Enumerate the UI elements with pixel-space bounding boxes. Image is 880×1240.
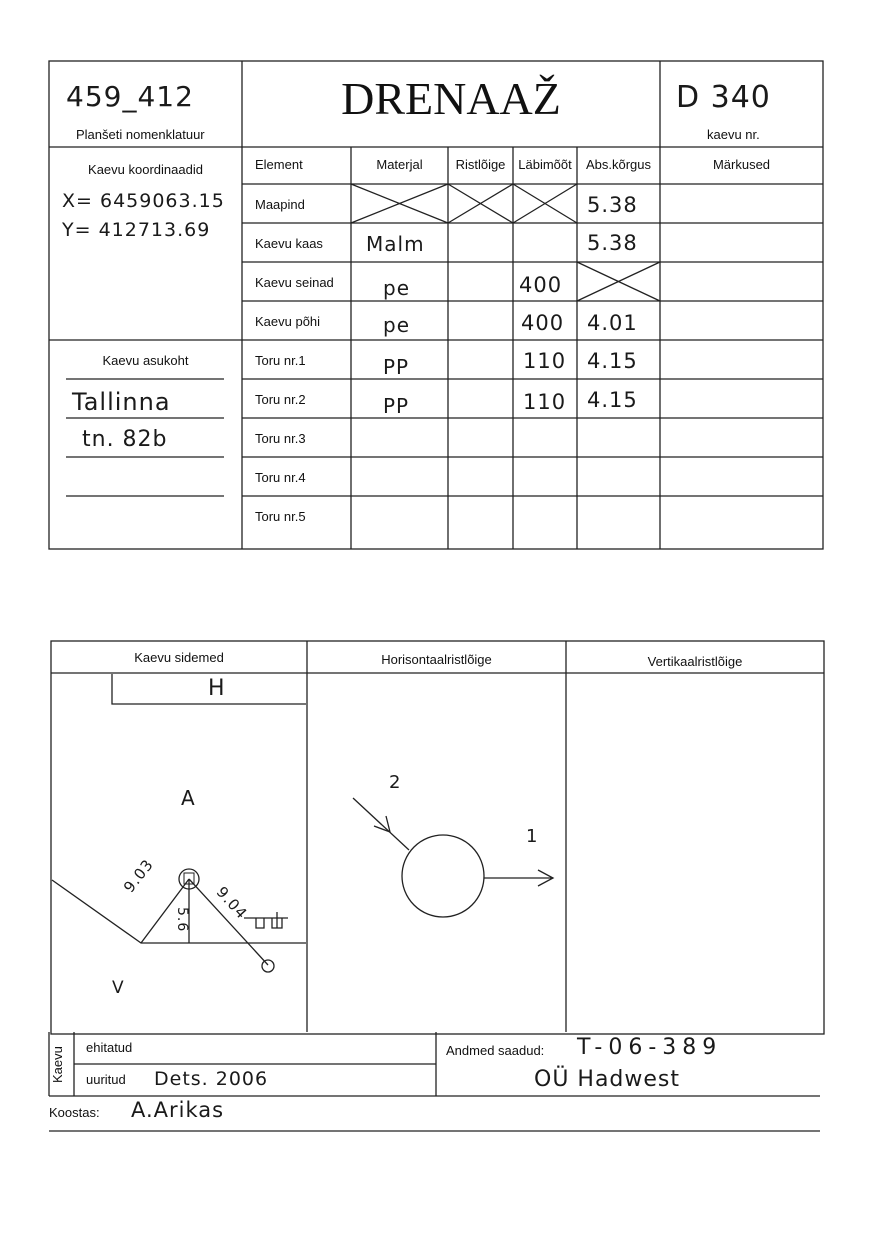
point-a-label: A: [181, 786, 196, 810]
location-label: Kaevu asukoht: [102, 353, 189, 368]
cell-abs-korgus: 4.15: [587, 349, 638, 373]
row-element: Toru nr.5: [255, 509, 306, 524]
cell-materjal: pe: [383, 276, 410, 300]
distance-label-3: 5.6: [174, 907, 190, 933]
page-title: DRENAAŽ: [341, 73, 561, 124]
house-label: H: [208, 676, 226, 701]
col-header-ristloige: Ristlõige: [455, 157, 506, 172]
cell-materjal: PP: [383, 355, 410, 379]
coordinate-x: X= 6459063.15: [62, 190, 225, 212]
cell-materjal: pe: [383, 313, 410, 337]
coordinates-label: Kaevu koordinaadid: [88, 162, 203, 177]
section-header-sidemed: Kaevu sidemed: [134, 650, 224, 665]
kaevu-label: Kaevu: [50, 1046, 65, 1083]
point-v-label: V: [112, 978, 125, 998]
col-header-materjal: Materjal: [376, 157, 423, 172]
distance-label-1: 9.03: [120, 855, 158, 897]
row-element: Kaevu seinad: [255, 275, 334, 290]
row-element: Toru nr.3: [255, 431, 306, 446]
row-element: Toru nr.2: [255, 392, 306, 407]
cell-abs-korgus: 5.38: [587, 231, 638, 255]
sheet-number: 459_412: [66, 80, 194, 113]
section-header-horisontaal: Horisontaalristlõige: [381, 652, 492, 667]
cell-abs-korgus: 4.15: [587, 388, 638, 412]
cell-materjal: Malm: [366, 232, 425, 256]
col-header-abs-korgus: Abs.kõrgus: [585, 157, 652, 172]
col-header-labimoot: Läbimõõt: [518, 157, 572, 172]
surveyed-label: uuritud: [86, 1072, 126, 1087]
author-label: Koostas:: [49, 1105, 100, 1120]
well-number: D 340: [676, 80, 771, 115]
section-header-vertikaal: Vertikaalristlõige: [647, 654, 743, 669]
col-header-element: Element: [255, 157, 303, 172]
row-element: Toru nr.1: [255, 353, 306, 368]
location-line-1: Tallinna: [72, 388, 171, 416]
author-value: A.Arikas: [131, 1098, 225, 1122]
cell-labimoot: 400: [521, 311, 565, 335]
company-name: OÜ Hadwest: [534, 1067, 681, 1092]
surveyed-value: Dets. 2006: [154, 1068, 269, 1090]
data-source-label: Andmed saadud:: [446, 1043, 545, 1058]
row-element: Maapind: [255, 197, 305, 212]
distance-label-2: 9.04: [212, 883, 252, 923]
row-element: Toru nr.4: [255, 470, 306, 485]
cell-abs-korgus: 5.38: [587, 193, 638, 217]
pipe-1-label: 1: [526, 826, 539, 847]
coordinate-y: Y= 412713.69: [62, 219, 211, 241]
cell-labimoot: 400: [519, 273, 563, 297]
cell-labimoot: 110: [523, 390, 567, 414]
cell-abs-korgus: 4.01: [587, 311, 638, 335]
row-element: Kaevu põhi: [255, 314, 321, 329]
cell-labimoot: 110: [523, 349, 567, 373]
built-label: ehitatud: [86, 1040, 133, 1055]
data-source-value: T-06-389: [577, 1035, 723, 1060]
cell-materjal: PP: [383, 394, 410, 418]
pipe-2-label: 2: [389, 772, 402, 793]
sheet-number-label: Planšeti nomenklatuur: [76, 127, 205, 142]
col-header-markused: Märkused: [712, 157, 771, 172]
well-number-label: kaevu nr.: [707, 127, 760, 142]
row-element: Kaevu kaas: [255, 236, 323, 251]
location-line-2: tn. 82b: [82, 427, 168, 452]
